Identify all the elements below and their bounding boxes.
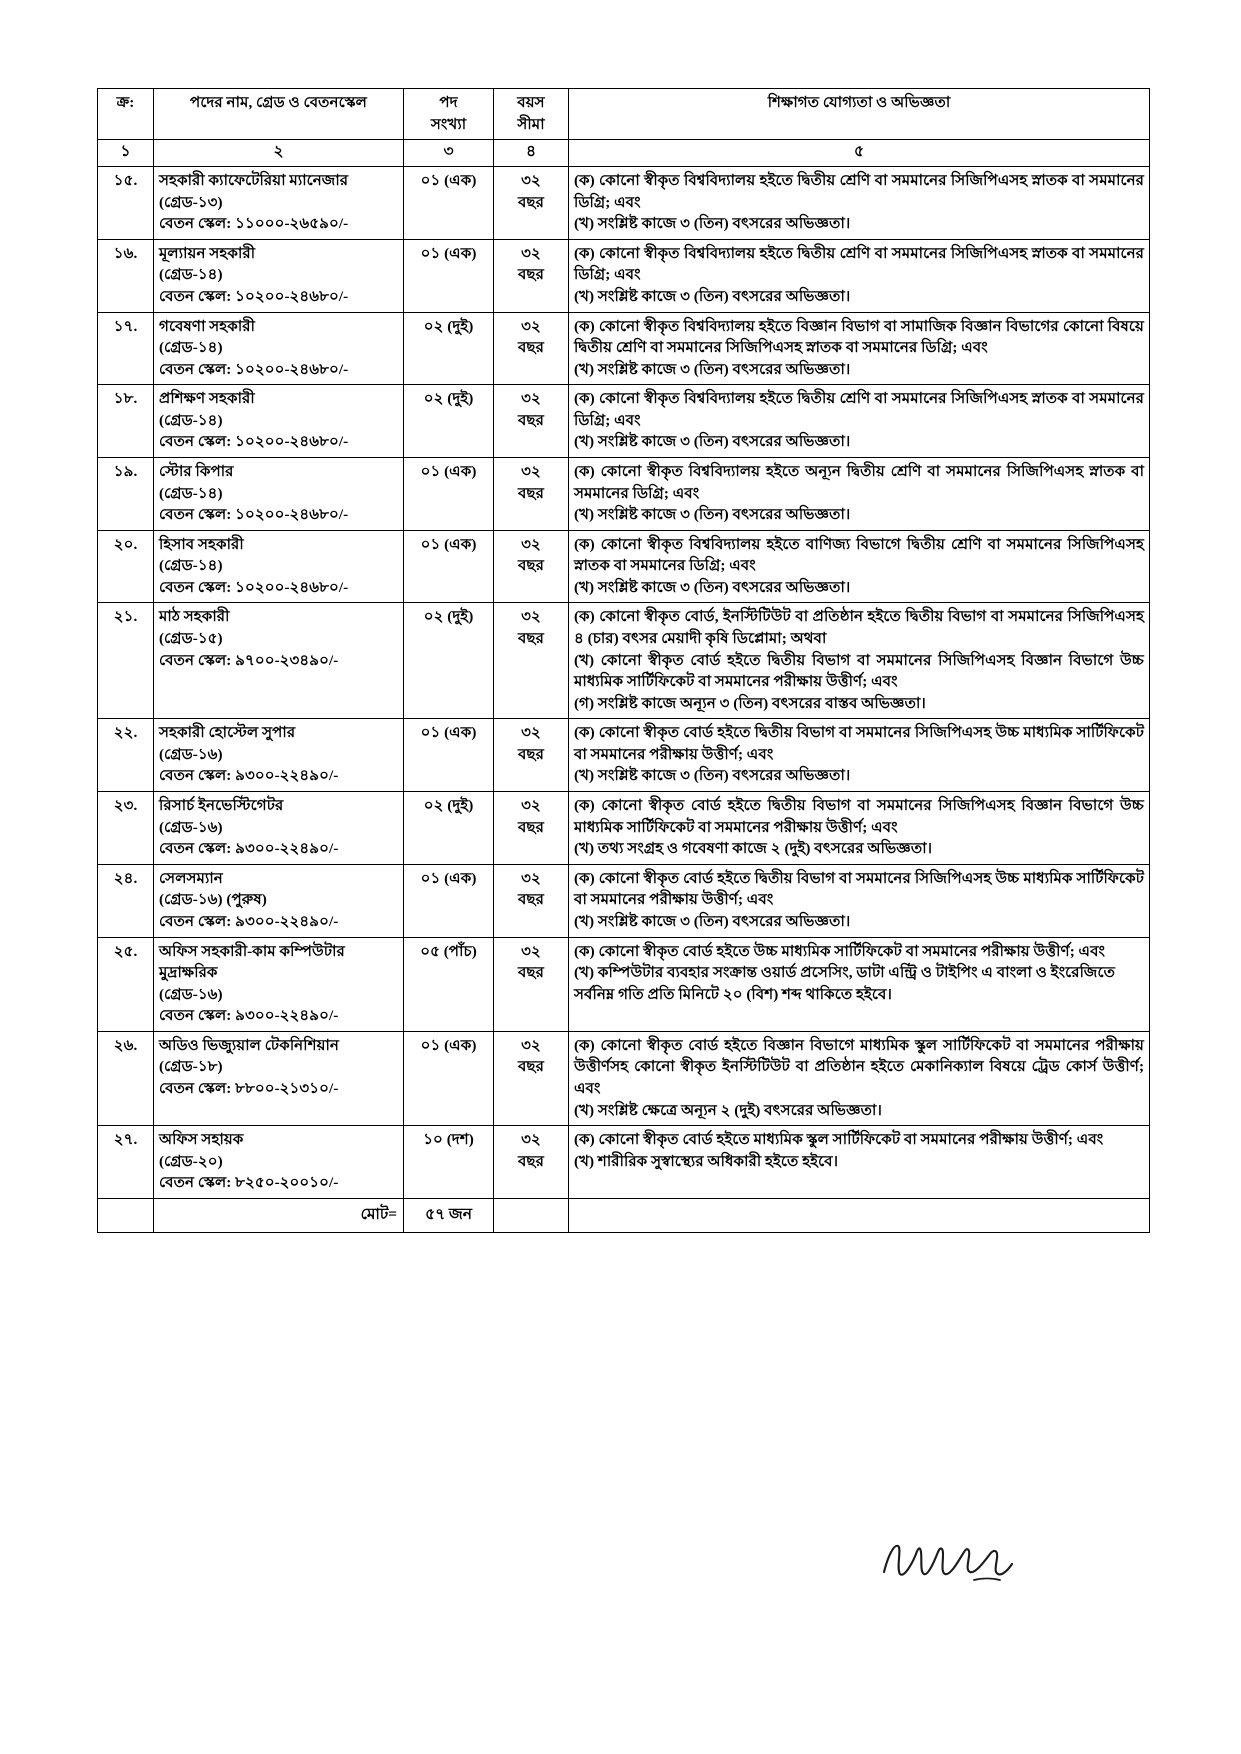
row-post-grade: (গ্রেড-১৮) [159, 1058, 223, 1076]
row-age-limit-line2: বছর [517, 266, 544, 284]
header-row [98, 89, 1150, 140]
row-age-limit [494, 864, 569, 937]
row-pay-scale: বেতন স্কেল: ৯৩০০-২২৪৯০/- [159, 1007, 339, 1025]
row-post-grade: (গ্রেড-১৬) [159, 745, 223, 763]
row-pay-scale: বেতন স্কেল: ৮২৫০-২০০১০/- [159, 1174, 339, 1192]
row-serial: ২৩. [98, 792, 154, 865]
row-serial: ২৫. [98, 937, 154, 1031]
row-age-limit [494, 1031, 569, 1125]
row-age-limit-line2: বছর [517, 964, 544, 982]
header-serial: ক্র: [98, 89, 154, 140]
row-post-cell [154, 457, 404, 530]
row-post-name: মাঠ সহকারী [159, 608, 230, 626]
row-post-name: প্রশিক্ষণ সহকারী [159, 390, 255, 408]
row-post-count: ০১ (এক) [404, 864, 494, 937]
row-pay-scale: বেতন স্কেল: ১০২০০-২৪৬৮০/- [159, 433, 349, 451]
row-age-limit-line1: ৩২ [521, 1131, 541, 1149]
row-pay-scale: বেতন স্কেল: ১০২০০-২৪৬৮০/- [159, 578, 349, 596]
total-empty-serial [98, 1198, 154, 1232]
row-age-limit-line2: বছর [517, 818, 544, 836]
row-post-count: ০১ (এক) [404, 719, 494, 792]
row-age-limit [494, 937, 569, 1031]
qualification-item: (ক) কোনো স্বীকৃত বোর্ড হইতে দ্বিতীয় বিভাগ বা সমমানের সিজিপিএসহ উচ্চ মাধ্যমিক সার্টিফিকেট বা সমমানের পরীক্ষায় উত্তীর্ণ; এবং [574, 724, 1144, 763]
row-age-limit-line2: বছর [517, 630, 544, 648]
row-serial: ১৬. [98, 239, 154, 312]
row-post-grade: (গ্রেড-১৬) (পুরুষ) [159, 891, 267, 909]
row-age-limit-line1: ৩২ [521, 390, 541, 408]
row-post-count: ০১ (এক) [404, 167, 494, 240]
row-age-limit-line2: বছর [517, 745, 544, 763]
qualification-item: (খ) শারীরিক সুস্বাস্থ্যের অধিকারী হইতে হইবে। [574, 1152, 839, 1170]
row-post-count: ০২ (দুই) [404, 312, 494, 385]
header-post-count-line2: সংখ্যা [430, 115, 467, 133]
header-qualification: শিক্ষাগত যোগ্যতা ও অভিজ্ঞতা [569, 89, 1150, 140]
row-post-grade: (গ্রেড-১৫) [159, 630, 223, 648]
row-age-limit [494, 603, 569, 719]
row-qualification [569, 312, 1150, 385]
row-pay-scale: বেতন স্কেল: ১০২০০-২৪৬৮০/- [159, 287, 349, 305]
row-post-cell [154, 1126, 404, 1199]
row-post-grade: (গ্রেড-১৪) [159, 557, 223, 575]
row-serial: ২৭. [98, 1126, 154, 1199]
row-post-name: হিসাব সহকারী [159, 535, 244, 553]
qualification-item: (গ) সংশ্লিষ্ট কাজে অন্যূন ৩ (তিন) বৎসরের বাস্তব অভিজ্ঞতা। [574, 694, 926, 712]
header-age-limit-line2: সীমা [517, 115, 545, 133]
row-pay-scale: বেতন স্কেল: ১০২০০-২৪৬৮০/- [159, 506, 349, 524]
job-circular-table [97, 88, 1150, 1233]
row-post-cell [154, 792, 404, 865]
row-serial: ২০. [98, 530, 154, 603]
row-serial: ২২. [98, 719, 154, 792]
row-post-cell [154, 239, 404, 312]
qualification-item: (ক) কোনো স্বীকৃত বোর্ড, ইনস্টিটিউট বা প্রতিষ্ঠান হইতে দ্বিতীয় বিভাগ বা সমমানের সিজিপিএসহ ৪ (চার) বৎসর মেয়াদী কৃষি ডিপ্লোমা; অথবা [574, 608, 1144, 648]
qualification-item: (ক) কোনো স্বীকৃত বিশ্ববিদ্যালয় হইতে দ্বিতীয় শ্রেণি বা সমমানের সিজিপিএসহ স্নাতক বা সমমানের ডিগ্রি; এবং [574, 244, 1144, 284]
qualification-item: (খ) সংশ্লিষ্ট কাজে ৩ (তিন) বৎসরের অভিজ্ঞতা। [574, 360, 851, 378]
row-qualification [569, 792, 1150, 865]
row-qualification [569, 864, 1150, 937]
row-post-grade: (গ্রেড-১৩) [159, 193, 223, 211]
row-serial: ১৯. [98, 457, 154, 530]
table-row [98, 530, 1150, 603]
row-age-limit-line2: বছর [517, 1152, 544, 1170]
header-post-count [404, 89, 494, 140]
header-post-count-line1: পদ [439, 94, 458, 111]
row-post-cell [154, 719, 404, 792]
table-row [98, 1126, 1150, 1199]
row-age-limit-line2: বছর [517, 891, 544, 909]
table-row [98, 457, 1150, 530]
row-age-limit-line2: বছর [517, 411, 544, 429]
row-pay-scale: বেতন স্কেল: ৮৮০০-২১৩১০/- [159, 1080, 339, 1097]
row-post-cell [154, 312, 404, 385]
row-post-cell [154, 603, 404, 719]
row-post-count: ০৫ (পাঁচ) [404, 937, 494, 1031]
row-age-limit [494, 312, 569, 385]
row-age-limit [494, 239, 569, 312]
column-number-2: ২ [154, 140, 404, 167]
row-qualification [569, 239, 1150, 312]
row-age-limit-line2: বছর [517, 193, 544, 211]
row-post-count: ০১ (এক) [404, 1031, 494, 1125]
column-number-4: ৪ [494, 140, 569, 167]
row-post-name: স্টোর কিপার [159, 462, 234, 480]
qualification-item: (খ) তথ্য সংগ্রহ ও গবেষণা কাজে ২ (দুই) বৎসরের অভিজ্ঞতা। [574, 840, 933, 858]
row-age-limit-line2: বছর [517, 1058, 544, 1076]
row-serial: ১৭. [98, 312, 154, 385]
row-post-name-cont: মুদ্রাক্ষরিক [159, 964, 218, 982]
row-post-count: ০১ (এক) [404, 530, 494, 603]
row-post-count: ০২ (দুই) [404, 792, 494, 865]
row-post-grade: (গ্রেড-১৬) [159, 985, 223, 1003]
total-value: ৫৭ জন [404, 1198, 494, 1232]
row-age-limit-line2: বছর [517, 484, 544, 502]
row-post-count: ০২ (দুই) [404, 603, 494, 719]
row-age-limit-line1: ৩২ [521, 244, 541, 262]
row-post-name: অডিও ভিজ্যুয়াল টেকনিশিয়ান [159, 1036, 339, 1054]
qualification-item: (ক) কোনো স্বীকৃত বোর্ড হইতে উচ্চ মাধ্যমিক সার্টিফিকেট বা সমমানের পরীক্ষায় উত্তীর্ণ; এবং [574, 942, 1106, 960]
row-age-limit-line1: ৩২ [521, 724, 541, 742]
table-row [98, 719, 1150, 792]
row-post-count: ০১ (এক) [404, 239, 494, 312]
header-post-name: পদের নাম, গ্রেড ও বেতনস্কেল [154, 89, 404, 140]
row-post-name: অফিস সহকারী-কাম কম্পিউটার [159, 942, 345, 960]
qualification-item: (খ) কম্পিউটার ব্যবহার সংক্রান্ত ওয়ার্ড প্রসেসিং, ডাটা এন্ট্রি ও টাইপিং এ বাংলা ও ইংরেজিতে সর্বনিম্ন গতি প্রতি মিনিটে ২০ (বিশ) শব্দ থাকিতে হইবে। [574, 964, 1115, 1003]
row-age-limit-line1: ৩২ [521, 172, 541, 190]
qualification-item: (ক) কোনো স্বীকৃত বিশ্ববিদ্যালয় হইতে বিজ্ঞান বিভাগ বা সামাজিক বিজ্ঞান বিভাগের কোনো বিষয়ে দ্বিতীয় শ্রেণি বা সমমানের সিজিপিএসহ স্নাতক বা সমমানের ডিগ্রি; এবং [574, 317, 1144, 357]
row-post-count: ০২ (দুই) [404, 385, 494, 458]
row-age-limit-line1: ৩২ [521, 942, 541, 960]
column-number-3: ৩ [404, 140, 494, 167]
row-pay-scale: বেতন স্কেল: ৯৩০০-২২৪৯০/- [159, 767, 339, 785]
row-post-name: সেলসম্যান [159, 869, 223, 887]
row-age-limit [494, 1126, 569, 1199]
qualification-item: (খ) সংশ্লিষ্ট ক্ষেত্রে অন্যূন ২ (দুই) বৎসরের অভিজ্ঞতা। [574, 1101, 882, 1119]
row-pay-scale: বেতন স্কেল: ৯৩০০-২২৪৯০/- [159, 912, 339, 930]
row-age-limit-line1: ৩২ [521, 608, 541, 626]
header-age-limit-line1: বয়স [517, 94, 545, 111]
qualification-item: (ক) কোনো স্বীকৃত বিশ্ববিদ্যালয় হইতে দ্বিতীয় শ্রেণি বা সমমানের সিজিপিএসহ স্নাতক বা সমমানের ডিগ্রি; এবং [574, 390, 1144, 429]
row-pay-scale: বেতন স্কেল: ৯৭০০-২৩৪৯০/- [159, 651, 339, 669]
qualification-item: (খ) সংশ্লিষ্ট কাজে ৩ (তিন) বৎসরের অভিজ্ঞতা। [574, 287, 851, 305]
table-row [98, 167, 1150, 240]
row-post-cell [154, 937, 404, 1031]
row-age-limit-line2: বছর [517, 557, 544, 575]
row-serial: ২৪. [98, 864, 154, 937]
qualification-item: (ক) কোনো স্বীকৃত বিশ্ববিদ্যালয় হইতে দ্বিতীয় শ্রেণি বা সমমানের সিজিপিএসহ স্নাতক বা সমমানের ডিগ্রি; এবং [574, 172, 1144, 211]
row-post-grade: (গ্রেড-২০) [159, 1152, 223, 1170]
table-row [98, 937, 1150, 1031]
row-qualification [569, 719, 1150, 792]
row-age-limit-line1: ৩২ [521, 535, 541, 553]
row-post-name: সহকারী ক্যাফেটেরিয়া ম্যানেজার [159, 172, 349, 190]
qualification-item: (ক) কোনো স্বীকৃত বোর্ড হইতে মাধ্যমিক স্কুল সার্টিফিকেট বা সমমানের পরীক্ষায় উত্তীর্ণ; এবং [574, 1131, 1104, 1149]
table-row [98, 603, 1150, 719]
row-post-grade: (গ্রেড-১৪) [159, 484, 223, 502]
qualification-item: (খ) সংশ্লিষ্ট কাজে ৩ (তিন) বৎসরের অভিজ্ঞতা। [574, 506, 851, 524]
table-row [98, 1031, 1150, 1125]
row-age-limit-line1: ৩২ [521, 317, 541, 335]
table-row [98, 239, 1150, 312]
row-post-name: মূল্যায়ন সহকারী [159, 244, 256, 262]
total-label: মোট= [154, 1198, 404, 1232]
row-age-limit [494, 719, 569, 792]
row-post-grade: (গ্রেড-১৪) [159, 339, 223, 357]
column-number-row [98, 140, 1150, 167]
row-age-limit [494, 792, 569, 865]
row-qualification [569, 530, 1150, 603]
row-pay-scale: বেতন স্কেল: ১১০০০-২৬৫৯০/- [159, 215, 349, 233]
row-post-cell [154, 385, 404, 458]
row-serial: ২১. [98, 603, 154, 719]
row-age-limit-line1: ৩২ [521, 1036, 541, 1054]
table-row [98, 864, 1150, 937]
row-qualification [569, 457, 1150, 530]
header-age-limit [494, 89, 569, 140]
row-post-grade: (গ্রেড-১৪) [159, 411, 223, 429]
total-row [98, 1198, 1150, 1232]
row-post-count: ১০ (দশ) [404, 1126, 494, 1199]
table-row [98, 385, 1150, 458]
row-post-count: ০১ (এক) [404, 457, 494, 530]
row-age-limit-line1: ৩২ [521, 869, 541, 887]
row-age-limit [494, 457, 569, 530]
qualification-item: (ক) কোনো স্বীকৃত বোর্ড হইতে দ্বিতীয় বিভাগ বা সমমানের সিজিপিএসহ উচ্চ মাধ্যমিক সার্টিফিকেট বা সমমানের পরীক্ষায় উত্তীর্ণ; এবং [574, 869, 1144, 909]
row-age-limit-line1: ৩২ [521, 797, 541, 815]
row-qualification [569, 1031, 1150, 1125]
qualification-item: (ক) কোনো স্বীকৃত বিশ্ববিদ্যালয় হইতে বাণিজ্য বিভাগে দ্বিতীয় শ্রেণি বা সমমানের সিজিপিএসহ স্নাতক বা সমমানের ডিগ্রি; এবং [574, 535, 1144, 575]
row-qualification [569, 1126, 1150, 1199]
row-age-limit [494, 385, 569, 458]
row-age-limit-line2: বছর [517, 339, 544, 357]
qualification-item: (খ) সংশ্লিষ্ট কাজে ৩ (তিন) বৎসরের অভিজ্ঞতা। [574, 215, 851, 233]
table-header [98, 89, 1150, 140]
row-post-cell [154, 530, 404, 603]
row-pay-scale: বেতন স্কেল: ১০২০০-২৪৬৮০/- [159, 360, 349, 378]
total-empty-qualification [569, 1198, 1150, 1232]
table-body [98, 140, 1150, 1233]
row-post-cell [154, 864, 404, 937]
row-age-limit-line1: ৩২ [521, 462, 541, 480]
row-age-limit [494, 167, 569, 240]
column-number-5: ৫ [569, 140, 1150, 167]
signature-icon [878, 1528, 1018, 1598]
row-post-name: সহকারী হোস্টেল সুপার [159, 724, 296, 742]
row-qualification [569, 937, 1150, 1031]
row-pay-scale: বেতন স্কেল: ৯৩০০-২২৪৯০/- [159, 840, 339, 858]
column-number-1: ১ [98, 140, 154, 167]
row-post-grade: (গ্রেড-১৪) [159, 266, 223, 284]
table-row [98, 792, 1150, 865]
table-row [98, 312, 1150, 385]
qualification-item: (খ) কোনো স্বীকৃত বোর্ড হইতে দ্বিতীয় বিভাগ বা সমমানের সিজিপিএসহ বিজ্ঞান বিভাগে উচ্চ মাধ্যমিক সার্টিফিকেট বা সমমানের পরীক্ষায় উত্তীর্ণ; এবং [574, 651, 1144, 691]
row-qualification [569, 385, 1150, 458]
row-post-cell [154, 167, 404, 240]
total-empty-age [494, 1198, 569, 1232]
qualification-item: (খ) সংশ্লিষ্ট কাজে ৩ (তিন) বৎসরের অভিজ্ঞতা। [574, 767, 851, 785]
row-post-name: গবেষণা সহকারী [159, 317, 256, 335]
row-post-name: অফিস সহায়ক [159, 1131, 244, 1149]
qualification-item: (ক) কোনো স্বীকৃত বিশ্ববিদ্যালয় হইতে অন্যূন দ্বিতীয় শ্রেণি বা সমমানের সিজিপিএসহ স্নাতক বা সমমানের ডিগ্রি; এবং [574, 462, 1144, 502]
row-age-limit [494, 530, 569, 603]
row-qualification [569, 167, 1150, 240]
qualification-item: (ক) কোনো স্বীকৃত বোর্ড হইতে বিজ্ঞান বিভাগে মাধ্যমিক স্কুল সার্টিফিকেট বা সমমানের পরীক্ষায় উত্তীর্ণসহ কোনো স্বীকৃত ইনস্টিটিউট বা প্রতিষ্ঠান হইতে মেকানিক্যাল বিষয়ে ট্রেড কোর্স উত্তীর্ণ; এবং [574, 1036, 1144, 1097]
row-serial: ১৫. [98, 167, 154, 240]
row-serial: ২৬. [98, 1031, 154, 1125]
row-post-cell [154, 1031, 404, 1125]
qualification-item: (ক) কোনো স্বীকৃত বোর্ড হইতে দ্বিতীয় বিভাগ বা সমমানের সিজিপিএসহ বিজ্ঞান বিভাগে উচ্চ মাধ্যমিক সার্টিফিকেট বা সমমানের পরীক্ষায় উত্তীর্ণ; এবং [574, 797, 1144, 836]
row-post-name: রিসার্চ ইনভেস্টিগেটর [159, 797, 284, 815]
qualification-item: (খ) সংশ্লিষ্ট কাজে ৩ (তিন) বৎসরের অভিজ্ঞতা। [574, 433, 851, 451]
qualification-item: (খ) সংশ্লিষ্ট কাজে ৩ (তিন) বৎসরের অভিজ্ঞতা। [574, 912, 851, 930]
row-serial: ১৮. [98, 385, 154, 458]
row-post-grade: (গ্রেড-১৬) [159, 818, 223, 836]
qualification-item: (খ) সংশ্লিষ্ট কাজে ৩ (তিন) বৎসরের অভিজ্ঞতা। [574, 578, 851, 596]
row-qualification [569, 603, 1150, 719]
